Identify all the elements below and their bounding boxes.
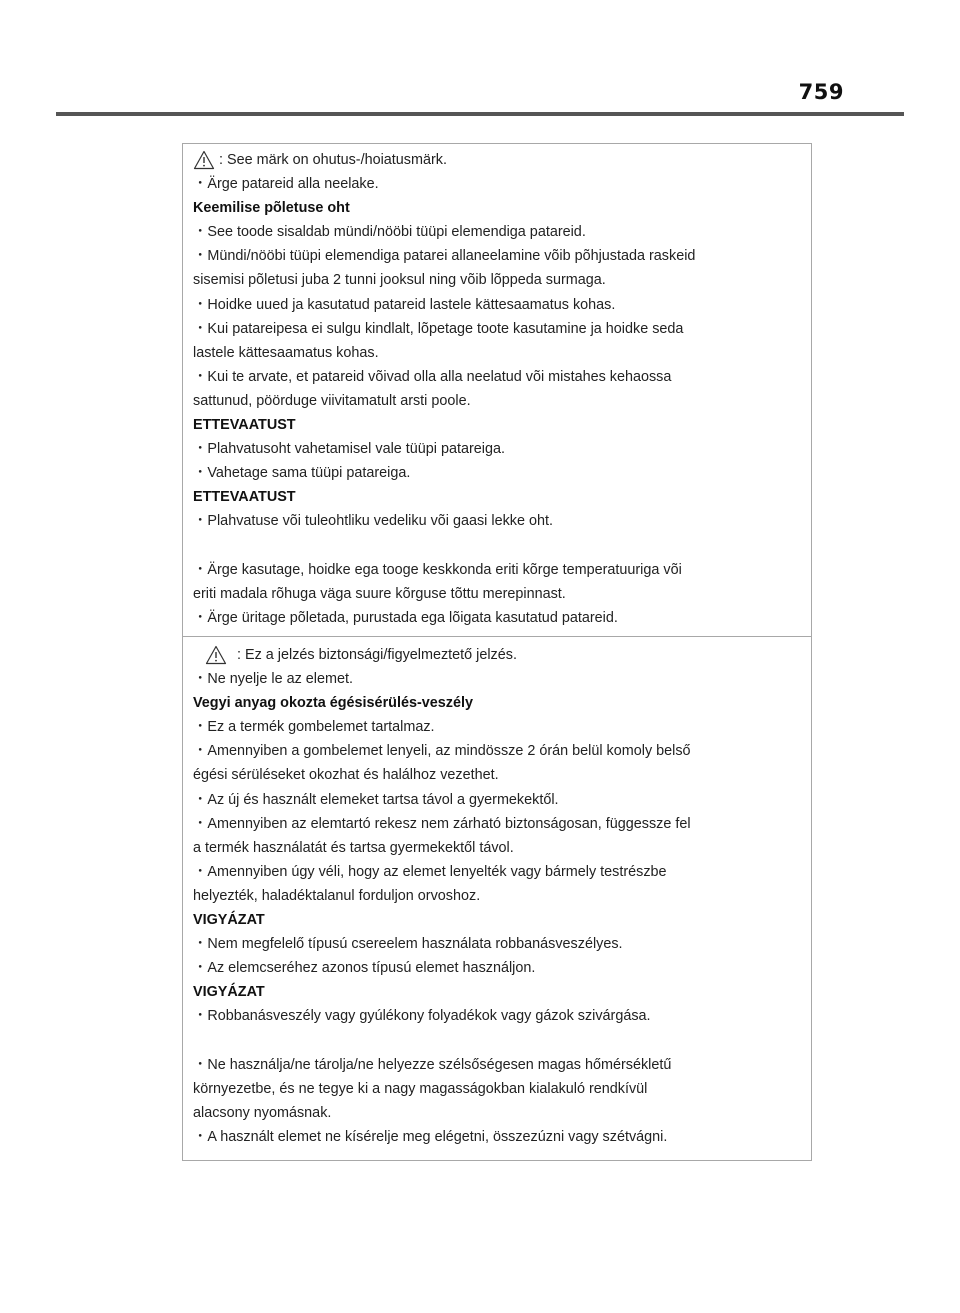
estonian-warning-caption: : See märk on ohutus-/hoiatusmärk. [219,152,447,168]
text-line: ・Ne nyelje le az elemet. [193,671,353,688]
text-line: ・Ne használja/ne tárolja/ne helyezze szélsőségesen magas hőmérsékletű [193,1056,672,1073]
text-line: ・Plahvatusoht vahetamisel vale tüüpi patareiga. [193,441,505,458]
header-rule [56,112,904,116]
text-line: ・Az új és használt elemeket tartsa távol a gyermekektől. [193,791,559,808]
text-line: ・Ärge kasutage, hoidke ega tooge keskkonda eriti kõrge temperatuuriga või [193,561,682,578]
hungarian-warning-line [193,643,801,667]
section-heading: Vegyi anyag okozta égésisérülés-veszély [193,695,473,712]
hungarian-text-lines [193,667,801,1149]
warning-triangle-icon [205,645,227,665]
text-line: ・A használt elemet ne kísérelje meg elégetni, összezúzni vagy szétvágni. [193,1128,668,1145]
text-line: ・Amennyiben a gombelemet lenyeli, az mindössze 2 órán belül komoly belső [193,743,691,760]
section-heading: VIGYÁZAT [193,912,265,929]
text-line: ・Ez a termék gombelemet tartalmaz. [193,719,435,736]
text-line: ・Ärge üritage põletada, purustada ega lõigata kasutatud patareid. [193,609,618,626]
hungarian-warning-caption: : Ez a jelzés biztonsági/figyelmeztető jelzés. [237,647,517,663]
text-line: alacsony nyomásnak. [193,1104,332,1121]
text-line: ・See toode sisaldab mündi/nööbi tüüpi elemendiga patareid. [193,224,586,241]
text-line: ・Robbanásveszély vagy gyúlékony folyadékok vagy gázok szivárgása. [193,1008,651,1025]
text-line: sisemisi põletusi juba 2 tunni jooksul ning võib lõppeda surmaga. [193,272,606,289]
battery-safety-notice [182,143,812,1161]
text-line: helyezték, haladéktalanul forduljon orvoshoz. [193,887,481,904]
text-line: ・Kui te arvate, et patareid võivad olla alla neelatud või mistahes kehaossa [193,368,672,385]
text-line: eriti madala rõhuga väga suure kõrguse tõttu merepinnast. [193,585,566,602]
blank-line [193,1029,801,1053]
text-line: sattunud, pöörduge viivitamatult arsti poole. [193,392,471,409]
warning-triangle-icon [193,150,215,170]
text-line: ・Nem megfelelő típusú csereelem használata robbanásveszélyes. [193,936,623,953]
text-line: ・Amennyiben úgy véli, hogy az elemet lenyelték vagy bármely testrészbe [193,863,667,880]
text-line: ・Az elemcseréhez azonos típusú elemet használjon. [193,960,536,977]
text-line: a termék használatát és tartsa gyermekektől távol. [193,839,514,856]
estonian-text-lines [193,172,801,630]
blank-line [193,534,801,558]
text-line: ・Amennyiben az elemtartó rekesz nem zárható biztonságosan, függessze fel [193,815,691,832]
estonian-section [183,144,811,636]
section-heading: ETTEVAATUST [193,417,296,434]
section-heading: ETTEVAATUST [193,489,296,506]
section-heading: VIGYÁZAT [193,984,265,1001]
hungarian-section [183,636,811,1160]
text-line: ・Plahvatuse või tuleohtliku vedeliku või gaasi lekke oht. [193,513,553,530]
text-line: ・Hoidke uued ja kasutatud patareid lastele kättesaamatus kohas. [193,296,616,313]
text-line: ・Mündi/nööbi tüüpi elemendiga patarei allaneelamine võib põhjustada raskeid [193,248,696,265]
page-number: 759 [798,80,844,104]
estonian-warning-line [193,148,801,172]
text-line: környezetbe, és ne tegye ki a nagy magasságokban kialakuló rendkívül [193,1080,648,1097]
text-line: lastele kättesaamatus kohas. [193,344,379,361]
text-line: ・Kui patareipesa ei sulgu kindlalt, lõpetage toote kasutamine ja hoidke seda [193,320,684,337]
section-heading: Keemilise põletuse oht [193,200,350,217]
text-line: ・Vahetage sama tüüpi patareiga. [193,465,411,482]
text-line: égési sérüléseket okozhat és halálhoz vezethet. [193,767,499,784]
text-line: ・Ärge patareid alla neelake. [193,176,379,193]
